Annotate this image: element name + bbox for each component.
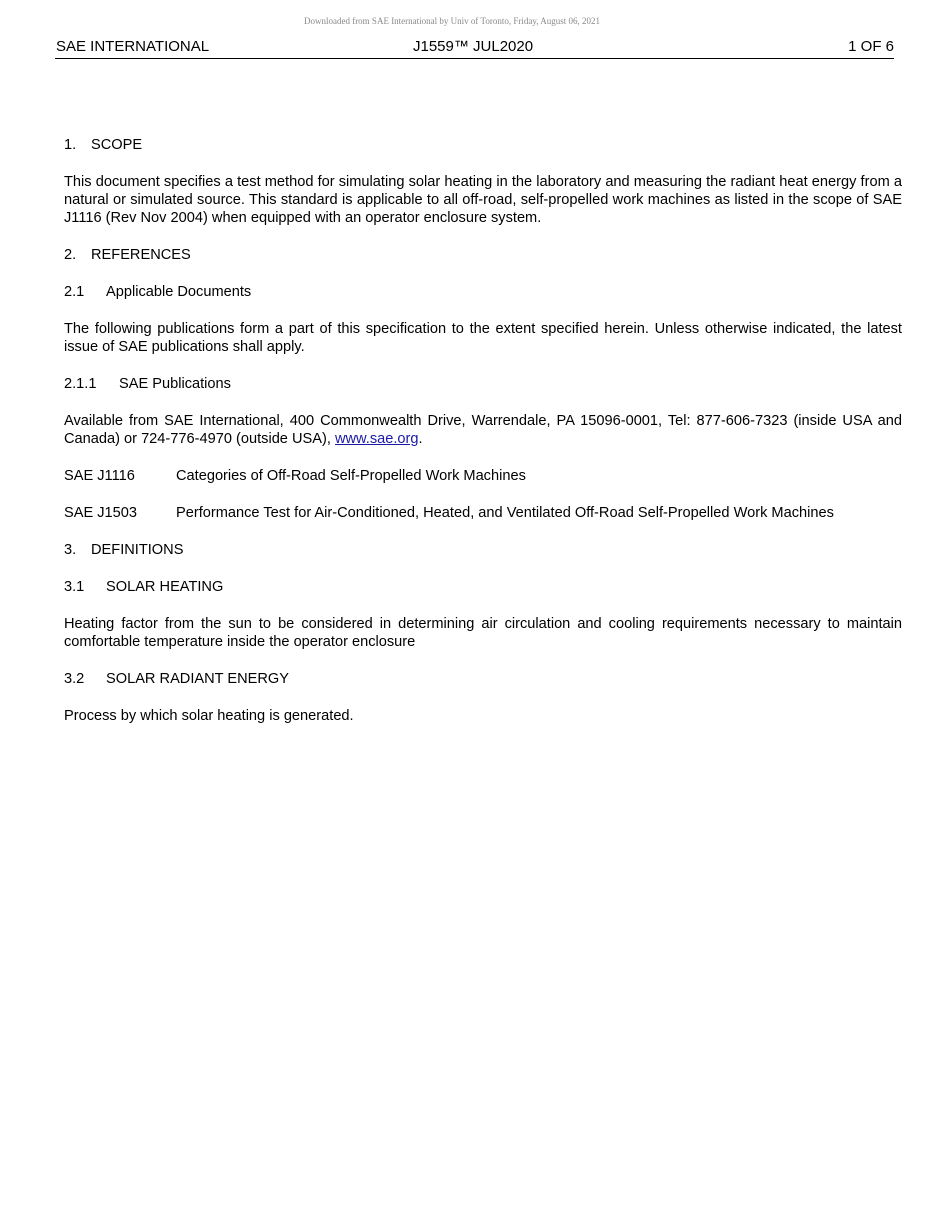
reference-code: SAE J1116 <box>64 468 135 484</box>
page-header <box>55 38 894 59</box>
section-number: 2.1 <box>64 284 85 300</box>
section-number: 2.1.1 <box>64 376 97 392</box>
applicable-documents-paragraph: The following publications form a part of this specification to the extent specified herein. Unless otherwise indicated, the latest issue of SAE publications shall apply. <box>64 321 902 355</box>
solar-heating-paragraph: Heating factor from the sun to be considered in determining air circulation and cooling requirements necessary to maintain comfortable temperature inside the operator enclosure <box>64 616 902 650</box>
download-watermark: Downloaded from SAE International by Univ of Toronto, Friday, August 06, 2021 <box>303 16 601 26</box>
reference-title: Categories of Off-Road Self-Propelled Work Machines <box>176 468 526 484</box>
sae-address-text: Available from SAE International, 400 Commonwealth Drive, Warrendale, PA 15096-0001, Tel: 877-606-7323 (inside USA and Canada) or 724-776-4970 (outside USA), <box>64 413 902 447</box>
section-heading-sae-publications <box>64 375 902 393</box>
section-title: SCOPE <box>91 137 143 153</box>
section-heading-solar-radiant-energy <box>64 670 902 688</box>
solar-radiant-energy-paragraph: Process by which solar heating is generated. <box>64 708 354 724</box>
header-org: SAE INTERNATIONAL <box>56 38 210 55</box>
sae-publications-paragraph <box>64 412 902 448</box>
section-title: SOLAR HEATING <box>106 579 224 595</box>
header-doc-id: J1559™ JUL2020 <box>413 38 534 55</box>
section-number: 3.2 <box>64 671 85 687</box>
reference-code: SAE J1503 <box>64 505 138 521</box>
reference-entry <box>64 504 902 522</box>
section-heading-references <box>64 246 902 264</box>
section-title: Applicable Documents <box>106 284 252 300</box>
header-page-number: 1 OF 6 <box>848 38 894 55</box>
sae-website-link[interactable]: www.sae.org <box>334 431 419 447</box>
section-number: 3.1 <box>64 579 85 595</box>
section-title: SOLAR RADIANT ENERGY <box>106 671 290 687</box>
document-body <box>64 136 902 744</box>
reference-entry <box>64 467 902 485</box>
section-heading-applicable-documents <box>64 283 902 301</box>
sae-address-end: . <box>418 431 423 447</box>
section-number: 3. <box>64 542 77 558</box>
reference-title: Performance Test for Air-Conditioned, Heated, and Ventilated Off-Road Self-Propelled Work Machines <box>176 505 834 521</box>
section-title: SAE Publications <box>119 376 231 392</box>
section-heading-definitions <box>64 541 902 559</box>
section-heading-solar-heating <box>64 578 902 596</box>
section-number: 2. <box>64 247 77 263</box>
section-title: DEFINITIONS <box>91 542 184 558</box>
section-number: 1. <box>64 137 77 153</box>
scope-paragraph: This document specifies a test method for simulating solar heating in the laboratory and measuring the radiant heat energy from a natural or simulated source. This standard is applicable to all off-road, self-propelled work machines as listed in the scope of SAE J1116 (Rev Nov 2004) when equipped with an operator enclosure system. <box>64 174 902 226</box>
section-heading-scope <box>64 136 902 154</box>
section-title: REFERENCES <box>91 247 191 263</box>
